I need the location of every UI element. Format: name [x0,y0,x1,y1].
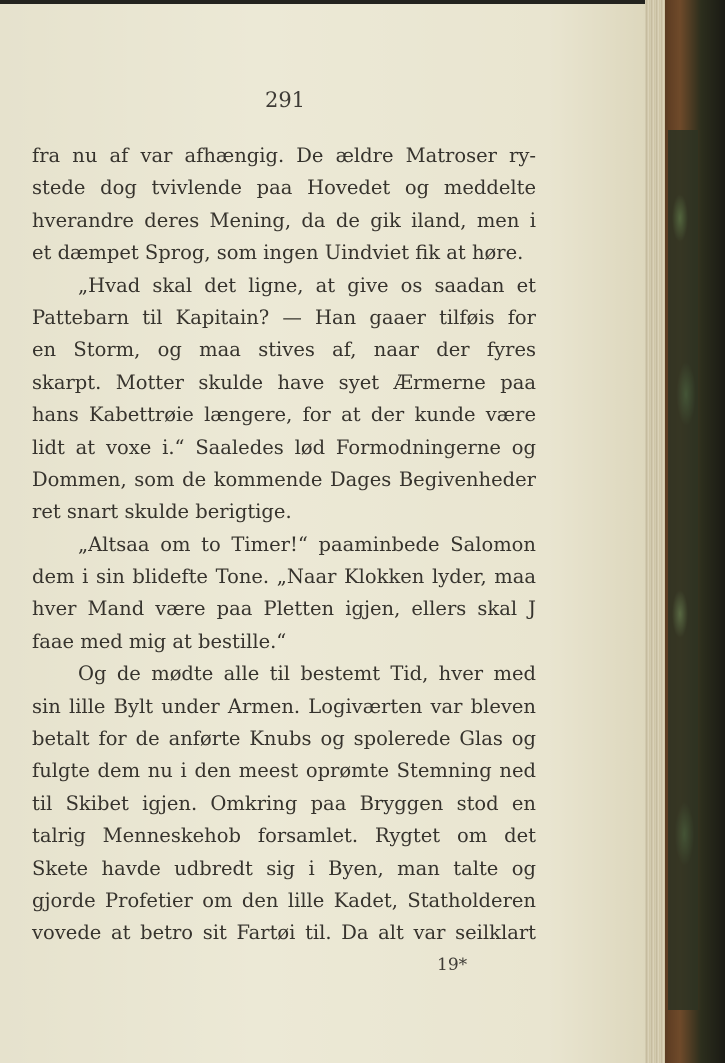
text-line: hans Kabettrøie længere, for at der kunde være [32,403,536,427]
text-line: hverandre deres Mening, da de gik iland, men i [32,208,536,232]
text-line: en Storm, og maa stives af, naar der fyres [32,338,536,362]
text-line: vovede at betro sit Fartøi til. Da alt var seilklart [32,921,536,945]
text-line: talrig Menneskehob forsamlet. Rygtet om det [32,824,536,848]
text-line: lidt at voxe i.“ Saaledes lød Formodningerne og [32,435,536,459]
text-line: gjorde Profetier om den lille Kadet, Statholderen [32,888,536,912]
text-line: betalt for de anførte Knubs og spolerede Glas og [32,727,536,751]
text-line: skarpt. Motter skulde have syet Ærmerne paa [32,370,536,394]
text-line: faae med mig at bestille.“ [32,629,287,653]
text-line: hver Mand være paa Pletten igjen, ellers skal J [32,597,536,621]
text-line: Skete havde udbredt sig i Byen, man talte og [32,856,536,880]
body-text [32,140,536,950]
text-line: ret snart skulde berigtige. [32,500,292,524]
text-line: et dæmpet Sprog, som ingen Uindviet fik at høre. [32,241,524,265]
text-line: fra nu af var afhængig. De ældre Matroser ry- [32,144,536,167]
text-line: Pattebarn til Kapitain? — Han gaaer tilføis for [32,305,536,329]
text-line: Og de mødte alle til bestemt Tid, hver med [78,662,536,686]
page-number: 291 [264,88,306,112]
text-line: dem i sin blidefte Tone. „Naar Klokken lyder, maa [32,565,536,589]
text-line: fulgte dem nu i den meest oprømte Stemning ned [32,759,536,783]
text-line: „Altsaa om to Timer!“ paaminbede Salomon [78,532,536,556]
text-line: til Skibet igjen. Omkring paa Bryggen stod en [32,791,536,815]
marbled-cover-edge [668,130,698,1010]
text-line: sin lille Bylt under Armen. Logiværten var bleven [32,694,536,718]
signature-mark: 19* [437,955,468,975]
page-edges [645,0,665,1063]
text-line: stede dog tvivlende paa Hovedet og meddelte [32,176,536,200]
text-line: „Hvad skal det ligne, at give os saadan et [78,273,536,297]
text-line: Dommen, som de kommende Dages Begivenheder [32,467,536,491]
